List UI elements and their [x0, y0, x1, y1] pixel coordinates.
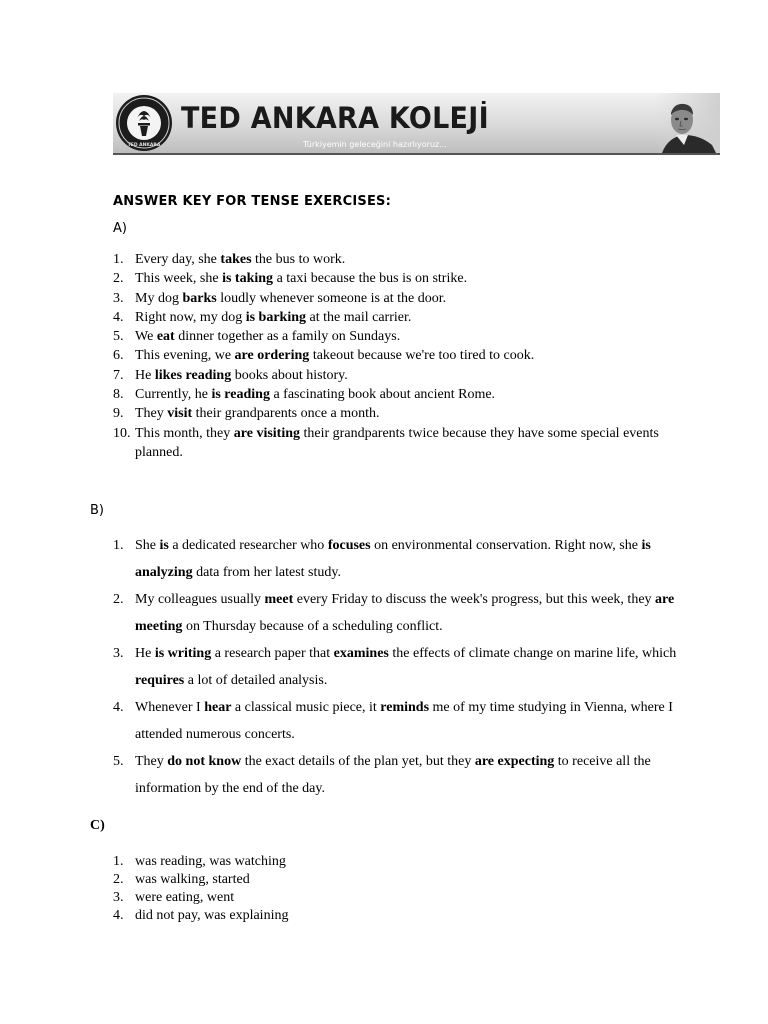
- sentence-text: loudly whenever someone is at the door.: [216, 290, 447, 306]
- list-item-number: 10.: [113, 425, 131, 441]
- list-item-number: 4.: [113, 700, 124, 715]
- section-a-list: [113, 250, 673, 462]
- sentence-text: My colleagues usually: [135, 592, 265, 607]
- sentence-text: This week, she: [135, 271, 223, 287]
- list-item: [113, 289, 673, 308]
- list-item-number: 2.: [113, 872, 124, 887]
- list-item: [113, 366, 673, 385]
- sentence-text: were eating, went: [135, 890, 235, 905]
- list-item-number: 7.: [113, 367, 124, 383]
- answer-verb: are expecting: [474, 754, 555, 769]
- sentence-text: their grandparents once a month.: [192, 406, 380, 422]
- sentence-text: a dedicated researcher who: [168, 538, 328, 553]
- sentence-text: to receive all the information by the end of the day.: [135, 754, 651, 796]
- list-item-number: 6.: [113, 348, 124, 364]
- list-item-number: 9.: [113, 406, 124, 422]
- sentence-text: Every day, she: [135, 252, 221, 267]
- section-b-list: [113, 532, 683, 802]
- sentence-text: This month, they: [135, 425, 234, 441]
- list-item: [113, 308, 673, 327]
- answer-verb: is taking: [222, 271, 274, 287]
- sentence-text: Whenever I: [135, 700, 205, 715]
- answer-verb: reminds: [380, 700, 430, 715]
- sentence-text: a research paper that: [211, 646, 334, 661]
- answer-verb: is writing: [154, 646, 212, 661]
- answer-verb: are visiting: [233, 425, 301, 441]
- list-item: [113, 404, 673, 423]
- sentence-text: a classical music piece, it: [231, 700, 381, 715]
- sentence-text: a taxi because the bus is on strike.: [273, 271, 468, 287]
- sentence-text: They: [135, 406, 168, 422]
- sentence-text: Right now, my dog: [135, 309, 246, 325]
- answer-verb: is reading: [211, 387, 270, 403]
- list-item-number: 1.: [113, 854, 124, 869]
- list-item-number: 5.: [113, 754, 124, 769]
- list-item: [113, 250, 673, 269]
- list-item: [113, 889, 613, 907]
- answer-verb: examines: [333, 646, 389, 661]
- sentence-text: on Thursday because of a scheduling conflict.: [182, 619, 443, 634]
- sentence-text: This evening, we: [135, 348, 235, 364]
- list-item-number: 2.: [113, 271, 124, 287]
- list-item-number: 5.: [113, 329, 124, 345]
- list-item: [113, 424, 673, 463]
- answer-verb: is barking: [245, 309, 307, 325]
- sentence-text: They: [135, 754, 168, 769]
- sentence-text: the bus to work.: [251, 252, 346, 267]
- answer-verb: likes reading: [154, 367, 232, 383]
- list-item: [113, 640, 683, 694]
- answer-verb: takes: [220, 252, 252, 267]
- list-item: [113, 269, 673, 288]
- ataturk-portrait-icon: [654, 93, 720, 153]
- answer-verb: requires: [135, 673, 185, 688]
- sentence-text: the exact details of the plan yet, but they: [241, 754, 475, 769]
- sentence-text: dinner together as a family on Sundays.: [174, 329, 401, 345]
- answer-verb: meet: [264, 592, 294, 607]
- answer-verb: are ordering: [234, 348, 310, 364]
- sentence-text: We: [135, 329, 157, 345]
- sentence-text: the effects of climate change on marine life, which: [388, 646, 677, 661]
- list-item: [113, 327, 673, 346]
- school-name-title: TED ANKARA KOLEJİ: [181, 101, 489, 135]
- answer-verb: is: [159, 538, 169, 553]
- section-a-label: A): [113, 221, 127, 236]
- ted-torch-emblem-icon: [115, 94, 173, 152]
- list-item-number: 1.: [113, 538, 124, 553]
- sentence-text: their grandparents twice because they have some special events planned.: [135, 425, 659, 460]
- list-item-number: 1.: [113, 252, 124, 267]
- list-item-number: 4.: [113, 309, 124, 325]
- list-item: [113, 907, 613, 925]
- sentence-text: at the mail carrier.: [306, 309, 412, 325]
- answer-verb: hear: [204, 700, 232, 715]
- list-item: [113, 871, 613, 889]
- list-item: [113, 748, 683, 802]
- list-item: [113, 532, 683, 586]
- sentence-text: takeout because we're too tired to cook.: [309, 348, 535, 364]
- list-item-number: 2.: [113, 592, 124, 607]
- sentence-text: She: [135, 538, 160, 553]
- answer-verb: visit: [167, 406, 193, 422]
- sentence-text: did not pay, was explaining: [135, 908, 289, 923]
- answer-verb: eat: [156, 329, 175, 345]
- sentence-text: a lot of detailed analysis.: [184, 673, 328, 688]
- answer-verb: barks: [182, 290, 217, 306]
- sentence-text: was walking, started: [135, 872, 250, 887]
- list-item: [113, 346, 673, 365]
- section-c-list: [113, 853, 613, 925]
- list-item-number: 3.: [113, 646, 124, 661]
- section-b-label: B): [90, 503, 104, 518]
- sentence-text: a fascinating book about ancient Rome.: [269, 387, 496, 403]
- list-item-number: 3.: [113, 890, 124, 905]
- sentence-text: books about history.: [231, 367, 348, 383]
- sentence-text: My dog: [135, 290, 183, 306]
- school-slogan: Türkiyemin geleceğini hazırlıyoruz...: [303, 140, 447, 149]
- sentence-text: data from her latest study.: [192, 565, 341, 580]
- section-c-label: C): [90, 818, 105, 833]
- svg-text:TED ANKARA: TED ANKARA: [127, 143, 161, 148]
- list-item: [113, 586, 683, 640]
- school-header-banner: [113, 93, 720, 155]
- list-item: [113, 385, 673, 404]
- answer-verb: focuses: [327, 538, 371, 553]
- answer-verb: do not know: [167, 754, 242, 769]
- sentence-text: me of my time studying in Vienna, where I attended numerous concerts.: [135, 700, 673, 742]
- list-item: [113, 853, 613, 871]
- sentence-text: on environmental conservation. Right now, she: [370, 538, 642, 553]
- sentence-text: He: [135, 367, 155, 383]
- list-item-number: 8.: [113, 387, 124, 403]
- list-item-number: 3.: [113, 290, 124, 306]
- answer-verb: are meeting: [135, 592, 675, 634]
- sentence-text: He: [135, 646, 155, 661]
- answer-verb: is analyzing: [135, 538, 651, 580]
- sentence-text: was reading, was watching: [135, 854, 286, 869]
- list-item-number: 4.: [113, 908, 124, 923]
- list-item: [113, 694, 683, 748]
- page-title: ANSWER KEY FOR TENSE EXERCISES:: [113, 194, 391, 209]
- sentence-text: Currently, he: [135, 387, 212, 403]
- sentence-text: every Friday to discuss the week's progress, but this week, they: [293, 592, 656, 607]
